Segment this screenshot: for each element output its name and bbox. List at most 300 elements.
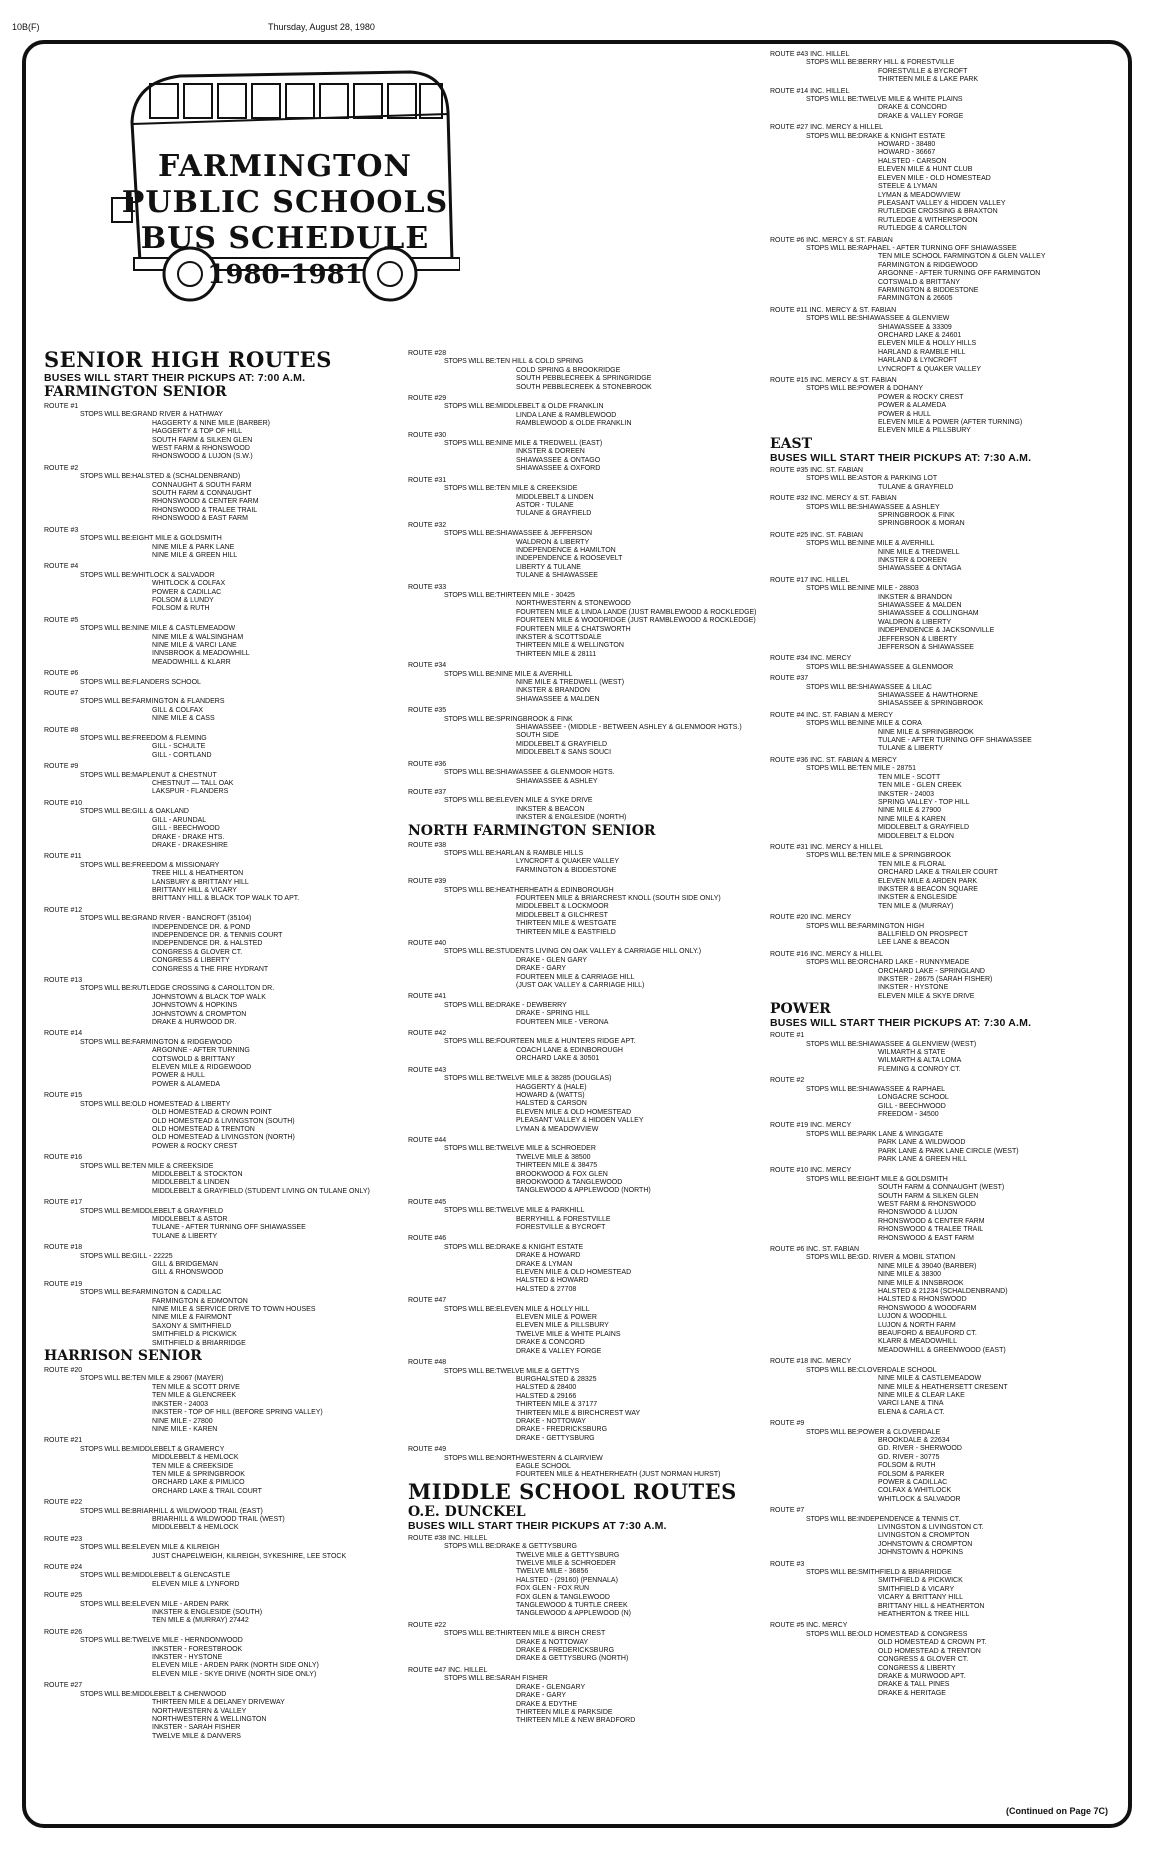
stop-text: TANGLEWOOD & APPLEWOOD (NORTH) [516, 1187, 651, 1195]
stop-text: NINE MILE & KAREN [878, 815, 946, 823]
stop-text: LIVINGSTON & CROMPTON [878, 1532, 970, 1540]
stop-text: FOURTEEN MILE - VERONA [516, 1018, 609, 1026]
stop-text: POWER & CADILLAC [152, 588, 222, 596]
stop-text: LANSBURY & BRITTANY HILL [152, 878, 249, 886]
stop-text: FOURTEEN MILE & LINDA LANDE (JUST RAMBLEWOOD & ROCKLEDGE) [516, 608, 757, 616]
stop-text: SOUTH FARM & CONNAUGHT [152, 490, 252, 498]
stops-label: STOPS WILL BE: [444, 530, 497, 538]
stops-label: STOPS WILL BE: [80, 1289, 133, 1297]
stop-text: HOWARD - 38480 [878, 141, 936, 149]
stop-text: RHONSWOOD & WOODFARM [878, 1304, 977, 1312]
route-block [408, 662, 763, 704]
stop-text: ASTOR & PARKING LOT [858, 475, 938, 483]
stops-label: STOPS WILL BE: [80, 1572, 133, 1580]
first-stop-line [770, 765, 1120, 773]
stop-text: INKSTER & DOREEN [516, 448, 585, 456]
stop-text: DRAKE & KNIGHT ESTATE [496, 1243, 584, 1251]
stop-text: NINE MILE & PARK LANE [152, 543, 235, 551]
stop-text: HEATHERHEATH & EDINBOROUGH [496, 886, 614, 894]
stops-label: STOPS WILL BE: [806, 96, 859, 104]
stop-text: FARMINGTON & BIDDESTONE [878, 286, 979, 294]
stop-text: HARLAN & RAMBLE HILLS [496, 849, 584, 857]
stop-text: TULANE & GRAYFIELD [878, 483, 954, 491]
stop-text: BRITTANY HILL & BLACK TOP WALK TO APT. [152, 895, 300, 903]
stop-text: EIGHT MILE & GOLDSMITH [132, 535, 222, 543]
route-block [770, 712, 1120, 754]
stop-text: LUJON & WOODHILL [878, 1313, 947, 1321]
stop-text: SHIAWASSEE & ONTAGO [516, 456, 601, 464]
stops-label: STOPS WILL BE: [444, 403, 497, 411]
stops-label: STOPS WILL BE: [806, 1366, 859, 1374]
stop-text: DRAKE & EDYTHE [516, 1700, 578, 1708]
stop-text: NORTHWESTERN & VALLEY [152, 1707, 247, 1715]
stops-label: STOPS WILL BE: [444, 1454, 497, 1462]
stop-text: CLOVERDALE SCHOOL [858, 1366, 937, 1374]
stop-text: SMITHFIELD & VICARY [878, 1585, 955, 1593]
stop-text: RHONSWOOD & TRALEE TRAIL [878, 1226, 984, 1234]
first-stop-line [408, 1368, 763, 1376]
first-stop-line [44, 985, 384, 993]
route-block [408, 1446, 763, 1480]
first-stop-line [408, 1630, 763, 1638]
route-block [770, 1032, 1120, 1074]
stop-text: ASTOR - TULANE [516, 501, 574, 509]
stop-text: VARCI LANE & TINA [878, 1400, 944, 1408]
stops-label: STOPS WILL BE: [80, 698, 133, 706]
stops-label: STOPS WILL BE: [444, 1367, 497, 1375]
stop-text: GILL - BEECHWOOD [152, 825, 220, 833]
stop-text: WILMARTH & STATE [878, 1049, 946, 1057]
stop-text: SOUTH FARM & SILKEN GLEN [152, 436, 253, 444]
stop-text: POWER & ALAMEDA [878, 402, 947, 410]
stop-text: NINE MILE & AVERHILL [496, 670, 573, 678]
first-stop-line [44, 572, 384, 580]
stop-text: BALLFIELD ON PROSPECT [878, 931, 968, 938]
stop-text: LYMAN & MEADOWVIEW [516, 1125, 599, 1133]
first-stop-line [44, 625, 384, 633]
stops-label: STOPS WILL BE: [806, 503, 859, 511]
stops-label: STOPS WILL BE: [444, 948, 497, 956]
bus-title-year: 1980-1981 [207, 260, 363, 290]
stop-text: SHIAWASSEE & LILAC [858, 683, 932, 691]
stop-text: NINE MILE & INNSBROOK [878, 1279, 964, 1287]
stop-text: BERRYHILL & FORESTVILLE [516, 1215, 611, 1223]
column-3 [770, 48, 1120, 1698]
stop-text: INDEPENDENCE & ROOSEVELT [516, 555, 623, 563]
stop-text: TEN MILE - GLEN CREEK [878, 782, 962, 790]
stop-text: INNSBROOK & MEADOWHILL [152, 650, 250, 658]
stop-text: INKSTER - 28675 (SARAH FISHER) [878, 976, 993, 984]
stop-text: FOX GLEN - FOX RUN [516, 1585, 590, 1593]
first-stop-line [770, 720, 1120, 728]
stop-text: NINE MILE & CORA [858, 720, 922, 728]
stops-label: STOPS WILL BE: [444, 769, 497, 777]
stop-text: TWELVE MILE - 36856 [516, 1568, 589, 1576]
first-stop-line [408, 1145, 763, 1153]
stops-label: STOPS WILL BE: [806, 315, 859, 323]
route-number: ROUTE #21 [44, 1437, 83, 1445]
stop-text: SHIAWASSEE & ASHLEY [516, 777, 598, 785]
stop-text: PARK LANE & WILDWOOD [878, 1139, 966, 1147]
first-stop-line [408, 1244, 763, 1252]
stop-text: THIRTEEN MILE & BIRCHCREST WAY [516, 1409, 641, 1417]
stop-text: DRAKE & KNIGHT ESTATE [858, 132, 946, 140]
first-stop-line [408, 716, 763, 724]
first-stop-line [408, 1543, 763, 1551]
stop-text: TWELVE MILE & GETTYS [496, 1367, 580, 1375]
first-stop-line [408, 948, 763, 956]
stop-text: NINE MILE & GREEN HILL [152, 551, 238, 559]
route-number: ROUTE #11 INC. MERCY & ST. FABIAN [770, 306, 897, 314]
first-stop-line [44, 1508, 384, 1516]
stops-label: STOPS WILL BE: [806, 132, 859, 140]
first-stop-line [44, 772, 384, 780]
stops-label: STOPS WILL BE: [444, 591, 497, 599]
stop-text: HALSTED & 29166 [516, 1392, 577, 1400]
stop-text: CONGRESS & THE FIRE HYDRANT [152, 965, 269, 973]
route-number: ROUTE #9 [770, 1420, 805, 1428]
route-number: ROUTE #14 INC. HILLEL [770, 87, 850, 95]
school-heading: FARMINGTON SENIOR [44, 384, 227, 400]
stop-text: COTSWOLD & BRITTANY [152, 1055, 236, 1063]
stop-text: THIRTEEN MILE & PARKSIDE [516, 1708, 613, 1716]
route-block [44, 1592, 384, 1626]
first-stop-line [44, 1544, 384, 1552]
stop-text: TWELVE MILE & 38285 (DOUGLAS) [496, 1075, 612, 1083]
stop-text: OLD HOMESTEAD & CONGRESS [858, 1630, 968, 1638]
stop-text: NINE MILE & HEATHERSETT CRESENT [878, 1383, 1008, 1391]
stop-text: TEN MILE & (MURRAY) 27442 [152, 1617, 249, 1625]
stop-text: SHIAWASSEE & GLENVIEW [858, 315, 950, 323]
stop-text: CONGRESS & GLOVER CT. [152, 948, 243, 956]
stop-text: MIDDLEBELT & GRAYFIELD [878, 824, 970, 832]
stop-text: HALSTED & 28400 [516, 1384, 577, 1392]
stop-text: GILL - BEECHWOOD [878, 1102, 946, 1110]
stop-text: HALSTED - (29160) (PENNALA) [516, 1576, 618, 1584]
route-number: ROUTE #41 [408, 993, 447, 1001]
route-block [44, 465, 384, 524]
stop-text: FARMINGTON & RIDGEWOOD [878, 261, 978, 269]
stop-text: TWELVE MILE & WHITE PLAINS [858, 96, 963, 104]
stop-text: FARMINGTON & 26605 [878, 295, 953, 303]
stop-text: MEADOWHILL & KLARR [152, 658, 231, 666]
stops-label: STOPS WILL BE: [806, 540, 859, 548]
stop-text: NORTHWESTERN & STONEWOOD [516, 600, 631, 608]
stop-text: INKSTER - SARAH FISHER [152, 1724, 241, 1732]
route-block [770, 914, 1120, 948]
stops-label: STOPS WILL BE: [80, 411, 133, 419]
stop-text: TEN MILE & 29067 (MAYER) [132, 1375, 224, 1383]
stops-label: STOPS WILL BE: [806, 244, 859, 252]
stop-text: TREE HILL & HEATHERTON [152, 870, 244, 878]
stop-text: RAMBLEWOOD & OLDE FRANKLIN [516, 420, 632, 428]
route-block [408, 707, 763, 757]
stops-label: STOPS WILL BE: [806, 1630, 859, 1638]
stops-label: STOPS WILL BE: [444, 1305, 497, 1313]
stops-label: STOPS WILL BE: [806, 1130, 859, 1138]
stop-text: INKSTER & ENGLESIDE (SOUTH) [152, 1609, 263, 1617]
stop-text: GD. RIVER & MOBIL STATION [858, 1254, 956, 1262]
continued-note: (Continued on Page 7C) [1006, 1806, 1108, 1816]
stop-text: RUTLEDGE CROSSING & CAROLLTON DR. [132, 985, 275, 993]
route-block [408, 1137, 763, 1196]
stop-text: SHIAWASSEE & HAWTHORNE [878, 692, 978, 700]
stop-text: INDEPENDENCE & HAMILTON [516, 546, 616, 554]
stop-text: DRAKE - DRAKE HTS. [152, 833, 225, 841]
stops-label: STOPS WILL BE: [444, 440, 497, 448]
route-number: ROUTE #3 [44, 526, 79, 534]
stop-text: FOLSOM & RUTH [152, 605, 210, 613]
route-number: ROUTE #32 INC. MERCY & ST. FABIAN [770, 495, 897, 503]
stop-text: CONGRESS & LIBERTY [152, 957, 230, 965]
stop-text: CONGRESS & LIBERTY [878, 1664, 956, 1672]
stop-text: HALSTED & HOWARD [516, 1277, 589, 1285]
stop-text: INKSTER & ENGLESIDE (NORTH) [516, 814, 627, 822]
route-block [770, 1167, 1120, 1243]
stop-text: TULANE - AFTER TURNING OFF SHIAWASSEE [152, 1224, 306, 1232]
stop-text: PLEASANT VALLEY & HIDDEN VALLEY [516, 1117, 644, 1125]
stop-text: MIDDLEBELT & GILCHREST [516, 911, 608, 919]
stop-text: STUDENTS LIVING ON OAK VALLEY & CARRIAGE HILL ONLY.) [496, 948, 702, 956]
school-heading: HARRISON SENIOR [44, 1348, 202, 1365]
route-number: ROUTE #34 [408, 662, 447, 670]
stop-text: TWELVE MILE & SCHROEDER [496, 1145, 596, 1153]
stop-text: TEN MILE & GLENCREEK [152, 1392, 237, 1400]
stop-text: ORCHARD LAKE & PIMLICO [152, 1479, 245, 1487]
stop-text: MIDDLEBELT & LOCKMOOR [516, 903, 609, 911]
route-number: ROUTE #15 [44, 1092, 83, 1100]
route-number: ROUTE #42 [408, 1030, 447, 1038]
first-stop-line [770, 1041, 1120, 1049]
route-number: ROUTE #49 [408, 1446, 447, 1454]
stop-text: OLD HOMESTEAD & TRENTON [152, 1125, 255, 1133]
first-stop-line [408, 1306, 763, 1314]
pickup-time-note: BUSES WILL START THEIR PICKUPS AT: 7:30 A.M. [770, 451, 1032, 464]
route-block [44, 1499, 384, 1533]
stop-text: WHITLOCK & SALVADOR [878, 1495, 961, 1503]
stop-text: POWER & CADILLAC [878, 1478, 948, 1486]
first-stop-line [770, 1176, 1120, 1184]
stop-text: SPRINGBROOK & FINK [496, 715, 573, 723]
route-number: ROUTE #20 INC. MERCY [770, 914, 852, 922]
stop-text: OLD HOMESTEAD & CROWN POINT [152, 1109, 272, 1117]
school-heading: EAST [770, 435, 813, 452]
route-block [44, 1564, 384, 1589]
stop-text: TEN MILE & CREEKSIDE [496, 485, 578, 493]
first-stop-line [770, 1429, 1120, 1437]
stops-label: STOPS WILL BE: [80, 1375, 133, 1383]
stop-text: TWELVE MILE & DANVERS [152, 1732, 241, 1740]
route-block [44, 617, 384, 667]
first-stop-line [44, 1163, 384, 1171]
route-number: ROUTE #5 [44, 616, 79, 624]
stop-text: RHONSWOOD & LUJON [878, 1209, 958, 1217]
stop-text: LIVINGSTON & LIVINGSTON CT. [878, 1524, 984, 1531]
stop-text: SHIAWASSEE & RAPHAEL [858, 1085, 946, 1093]
route-number: ROUTE #22 [44, 1499, 83, 1507]
route-number: ROUTE #29 [408, 395, 447, 403]
stops-label: STOPS WILL BE: [80, 473, 133, 481]
stops-label: STOPS WILL BE: [80, 771, 133, 779]
stop-text: TANGLEWOOD & TURTLE CREEK [516, 1602, 628, 1610]
first-stop-line [44, 862, 384, 870]
stop-text: ARGONNE - AFTER TURNING OFF FARMINGTON [878, 270, 1041, 278]
stops-label: STOPS WILL BE: [806, 852, 859, 860]
first-stop-line [44, 1637, 384, 1645]
first-stop-line [770, 1516, 1120, 1524]
stop-text: ORCHARD LAKE & 30501 [516, 1055, 600, 1063]
stop-text: GD. RIVER - SHERWOOD [878, 1445, 962, 1453]
bus-title-line2: PUBLIC SCHOOLS [121, 185, 449, 220]
column-1-body [44, 348, 384, 1741]
stops-label: STOPS WILL BE: [80, 915, 133, 923]
stops-label: STOPS WILL BE: [444, 485, 497, 493]
stop-text: ORCHARD LAKE - RUNNYMEADE [858, 959, 970, 967]
first-stop-line [44, 1253, 384, 1261]
stop-text: ELEVEN MILE & KILREIGH [132, 1544, 220, 1552]
route-number: ROUTE #2 [44, 464, 79, 472]
stop-text: SHIAWASSEE - (MIDDLE - BETWEEN ASHLEY & GLENMOOR HGTS.) SOUTH SIDE [516, 724, 742, 740]
stops-label: STOPS WILL BE: [444, 1207, 497, 1215]
stop-text: JEFFERSON & LIBERTY [878, 635, 958, 643]
stops-label: STOPS WILL BE: [80, 1600, 133, 1608]
route-block [408, 993, 763, 1027]
stop-text: HAGGERTY & (HALE) [516, 1083, 587, 1091]
stop-text: MIDDLEBELT & GRAYFIELD [132, 1207, 224, 1215]
stop-text: RHONSWOOD & EAST FARM [152, 515, 248, 523]
stop-text: DRAKE & MURWOOD APT. [878, 1672, 966, 1680]
stop-text: TWELVE MILE - HERNDONWOOD [132, 1637, 243, 1645]
stops-label: STOPS WILL BE: [806, 1515, 859, 1523]
stop-text: DRAKE - GETTYSBURG [516, 1434, 595, 1442]
stop-text: WEST FARM & RHONSWOOD [878, 1200, 976, 1208]
route-number: ROUTE #1 [770, 1032, 805, 1040]
stop-text: JOHNSTOWN & HOPKINS [152, 1002, 238, 1010]
stop-text: WALDRON & LIBERTY [516, 538, 590, 546]
stops-label: STOPS WILL BE: [444, 1145, 497, 1153]
stop-text: RUTLEDGE CROSSING & BRAXTON [878, 208, 998, 216]
stop-text: DRAKE - NOTTOWAY [516, 1417, 586, 1425]
route-block [770, 1122, 1120, 1164]
first-stop-line [44, 1208, 384, 1216]
stop-text: CONGRESS & GLOVER CT. [878, 1656, 969, 1664]
route-block [770, 467, 1120, 492]
stop-text: SHIAWASSEE & GLENMOOR [858, 663, 954, 671]
stops-label: STOPS WILL BE: [806, 922, 859, 930]
page-number: 10B(F) [12, 22, 40, 32]
stop-text: SAXONY & SMITHFIELD [152, 1322, 232, 1330]
stops-label: STOPS WILL BE: [806, 475, 859, 483]
stop-text: POWER & ROCKY CREST [152, 1142, 238, 1150]
stop-text: ELEVEN MILE & SYKE DRIVE [496, 797, 593, 805]
route-block [408, 1067, 763, 1134]
stop-text: SHIAWASSEE & ONTAGA [878, 565, 962, 573]
stop-text: FOURTEEN MILE & HEATHERHEATH (JUST NORMAN HURST) [516, 1471, 721, 1479]
route-block [770, 1622, 1120, 1698]
route-block [770, 307, 1120, 374]
stop-text: COLD SPRING & BROOKRIDGE [516, 366, 621, 374]
stops-label: STOPS WILL BE: [80, 1252, 133, 1260]
route-number: ROUTE #26 [44, 1628, 83, 1636]
route-number: ROUTE #19 [44, 1280, 83, 1288]
stop-text: OLD HOMESTEAD & TRENTON [878, 1647, 981, 1655]
route-block [408, 1359, 763, 1443]
stop-text: HALSTED & (SCHALDENBRAND) [132, 473, 241, 481]
first-stop-line [44, 473, 384, 481]
stop-text: RHONSWOOD & CENTER FARM [152, 498, 259, 506]
stop-text: TEN MILE & CREEKSIDE [132, 1162, 214, 1170]
stop-text: NINE MILE & AVERHILL [858, 540, 935, 548]
stop-text: INKSTER - 24003 [878, 790, 935, 798]
first-stop-line [44, 915, 384, 923]
stop-text: GILL - 22225 [132, 1252, 173, 1260]
first-stop-line [770, 585, 1120, 593]
stop-text: SOUTH FARM & SILKEN GLEN [878, 1192, 979, 1200]
first-stop-line [408, 1207, 763, 1215]
stop-text: SMITHFIELD & BRIARRIDGE [152, 1339, 246, 1347]
stop-text: GD. RIVER - 30775 [878, 1453, 940, 1461]
stops-label: STOPS WILL BE: [444, 1675, 497, 1683]
route-block [408, 1622, 763, 1664]
route-block [44, 800, 384, 850]
stop-text: ELEVEN MILE - ARDEN PARK [132, 1600, 229, 1608]
route-number: ROUTE #31 INC. MERCY & HILLEL [770, 843, 884, 851]
route-block [44, 907, 384, 974]
stop-text: ORCHARD LAKE & 24601 [878, 332, 962, 339]
stop-text: DRAKE & VALLEY FORGE [516, 1347, 602, 1355]
stop-text: PLEASANT VALLEY & HIDDEN VALLEY [878, 199, 1006, 207]
first-stop-line [408, 592, 763, 600]
stop-text: POWER & ALAMEDA [152, 1080, 221, 1088]
stop-text: WILMARTH & ALTA LOMA [878, 1057, 962, 1065]
stop-text: ELEVEN MILE & PILLSBURY [516, 1322, 609, 1330]
stop-text: MAPLENUT & CHESTNUT [132, 771, 217, 779]
stop-text: TWELVE MILE & PARKHILL [496, 1207, 585, 1215]
stop-text: JOHNSTOWN & BLACK TOP WALK [152, 993, 266, 1001]
route-number: ROUTE #32 [408, 521, 447, 529]
route-number: ROUTE #45 [408, 1198, 447, 1206]
route-block [770, 844, 1120, 911]
stop-text: PARK LANE & WINGGATE [858, 1130, 943, 1138]
stops-label: STOPS WILL BE: [80, 735, 133, 743]
stop-text: MIDDLEBELT & OLDE FRANKLIN [496, 403, 604, 411]
stop-text: EAGLE SCHOOL [516, 1462, 571, 1470]
first-stop-line [770, 923, 1120, 931]
stop-text: ELEVEN MILE & RIDGEWOOD [152, 1064, 252, 1072]
route-number: ROUTE #19 INC. MERCY [770, 1122, 852, 1130]
stop-text: ELEVEN MILE & HOLLY HILL [496, 1305, 590, 1313]
stop-text: DRAKE & LYMAN [516, 1260, 573, 1268]
stop-text: MIDDLEBELT & GRAYFIELD (STUDENT LIVING ON TULANE ONLY) [152, 1187, 370, 1195]
stop-text: MIDDLEBELT & HEMLOCK [152, 1524, 239, 1532]
stop-text: WEST FARM & RHONSWOOD [152, 445, 250, 453]
route-number: ROUTE #27 INC. MERCY & HILLEL [770, 124, 884, 132]
first-stop-line [408, 1002, 763, 1010]
route-number: ROUTE #37 [408, 788, 447, 796]
stop-text: BURGHALSTED & 28325 [516, 1375, 597, 1383]
school-heading: O.E. DUNCKEL [408, 1503, 526, 1520]
route-block [770, 88, 1120, 122]
route-block [770, 655, 1120, 672]
stop-text: JOHNSTOWN & HOPKINS [878, 1549, 964, 1557]
first-stop-line [408, 850, 763, 858]
stop-text: FARMINGTON HIGH [858, 922, 925, 930]
stop-text: SHIAWASSEE & GLENMOOR HGTS. [496, 769, 615, 777]
stop-text: HEATHERTON & TREE HILL [878, 1611, 970, 1619]
route-block [408, 350, 763, 392]
stop-text: TULANE - AFTER TURNING OFF SHIAWASSEE [878, 737, 1032, 745]
route-number: ROUTE #16 INC. MERCY & HILLEL [770, 950, 884, 958]
